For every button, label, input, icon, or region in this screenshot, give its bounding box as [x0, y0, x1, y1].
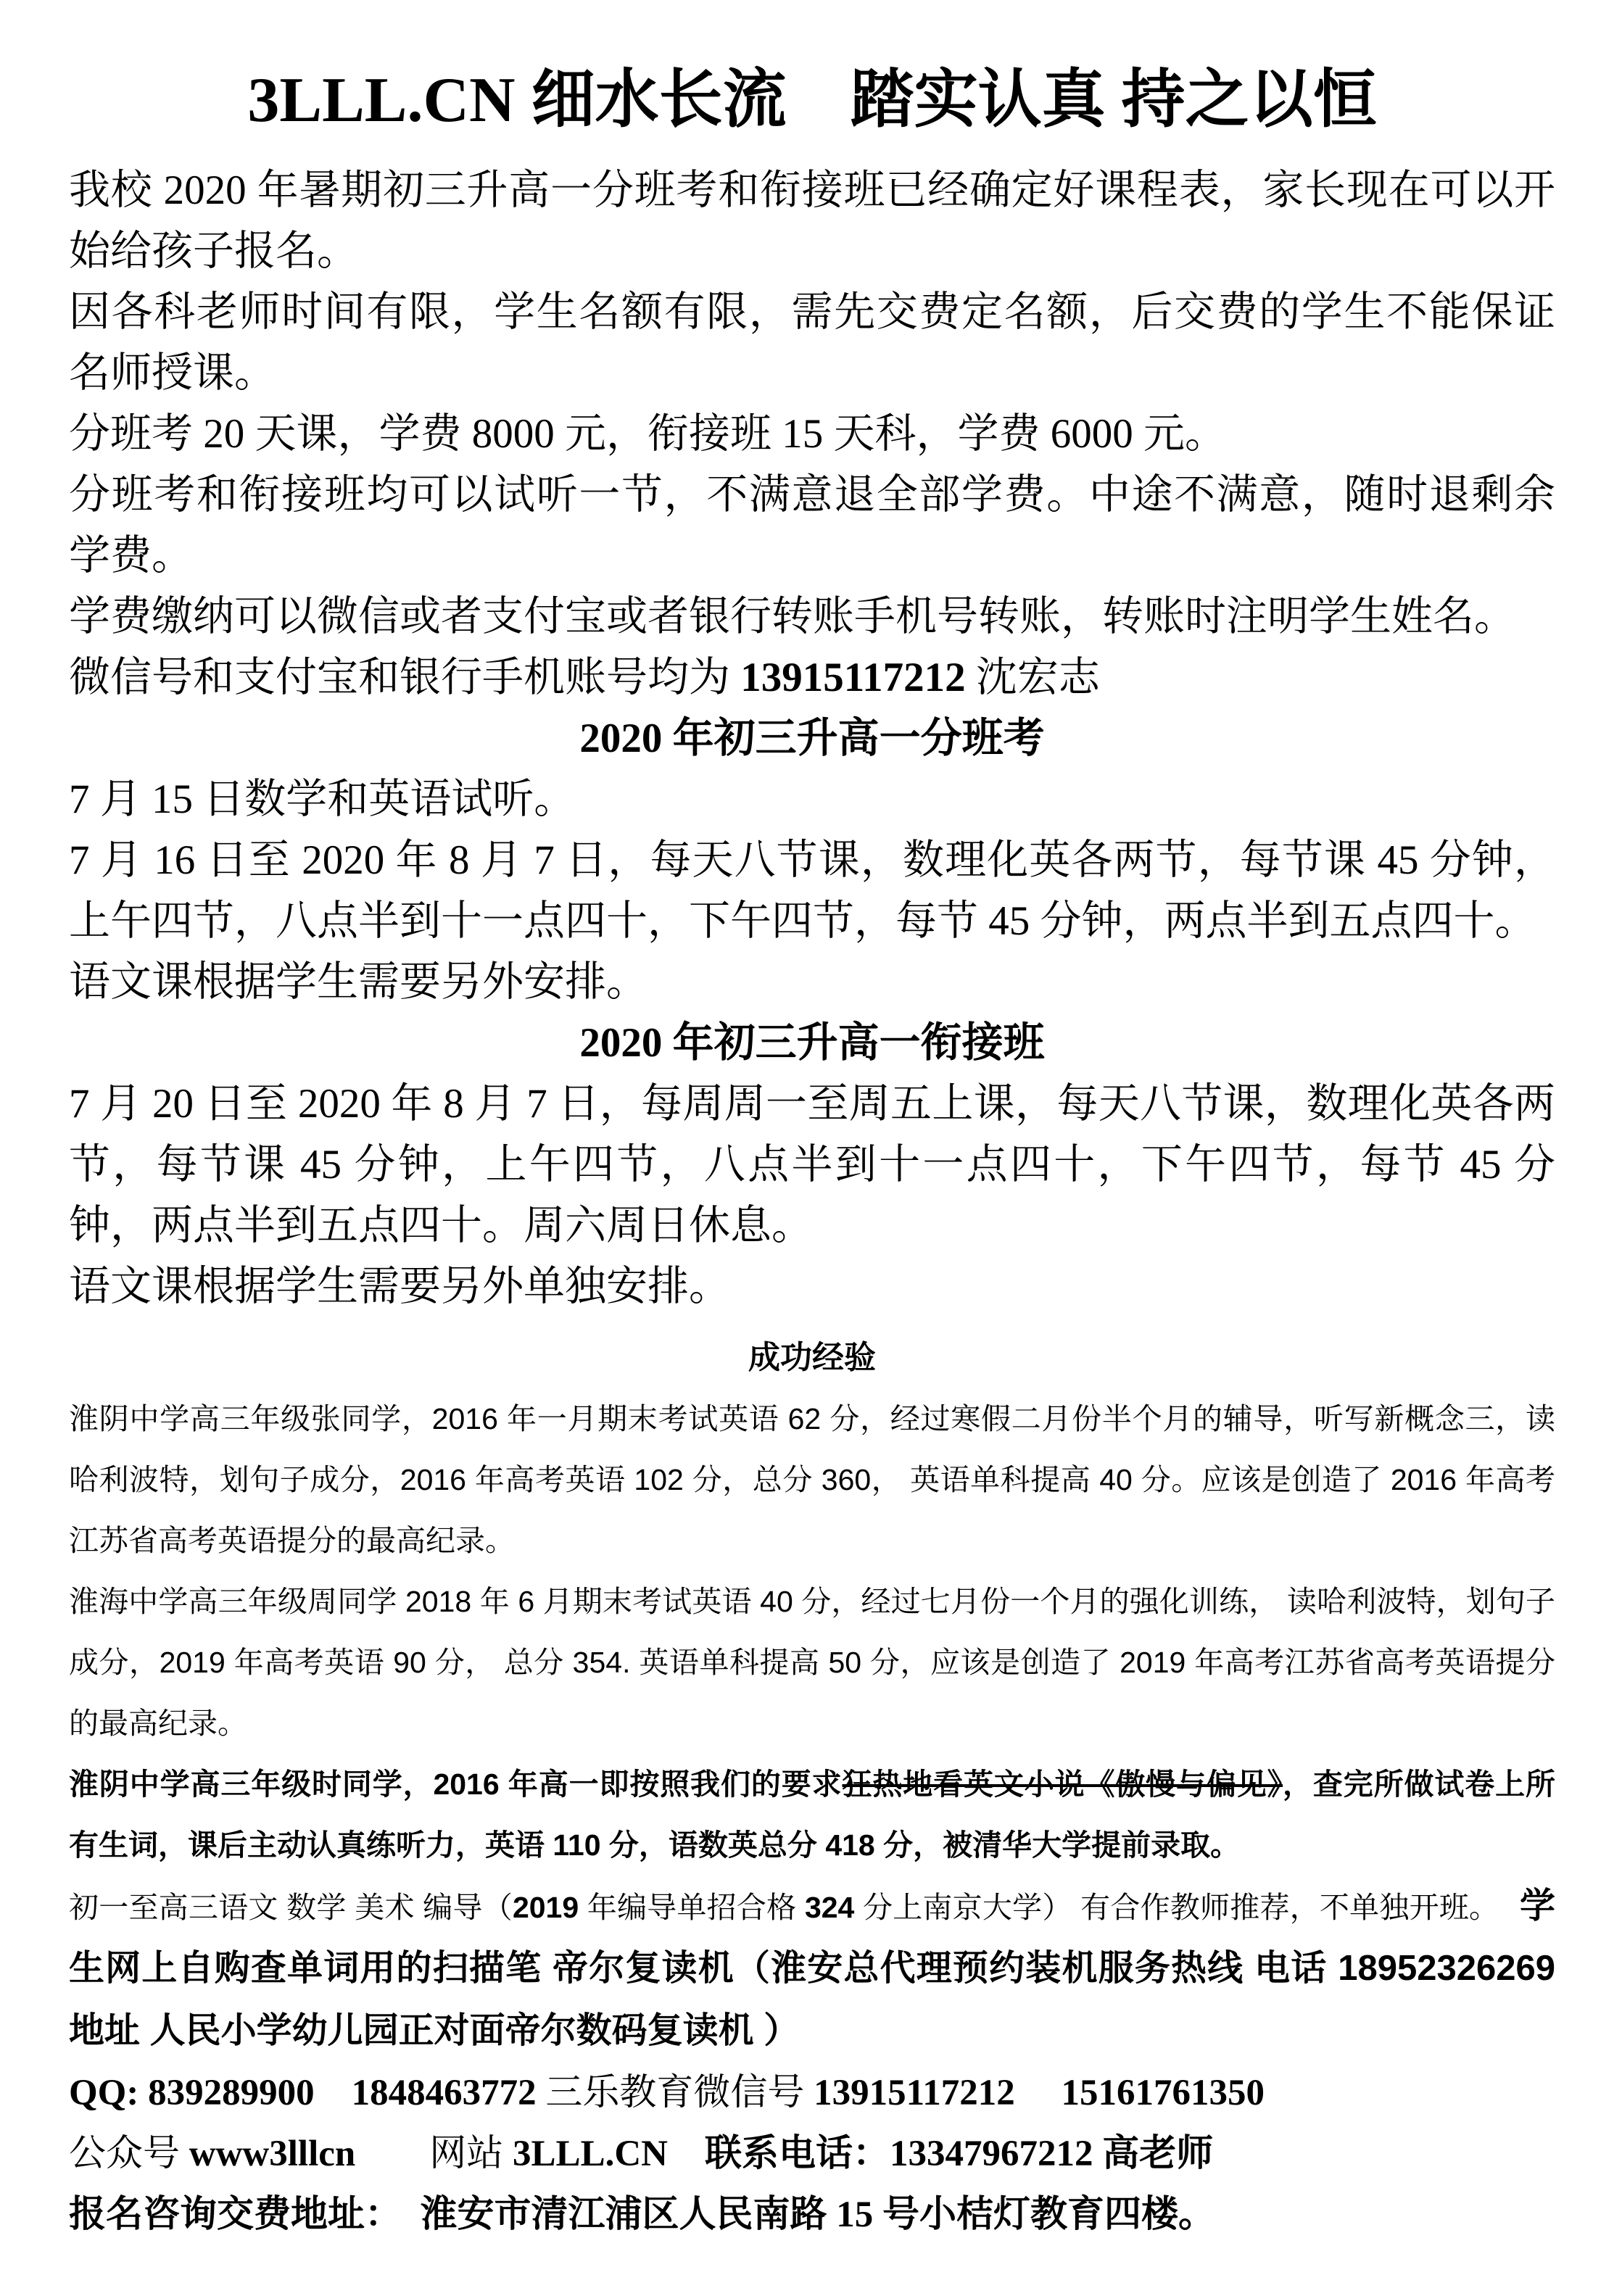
- intro-paragraph-payment-methods: 学费缴纳可以微信或者支付宝或者银行转账手机号转账，转账时注明学生姓名。: [69, 593, 1515, 639]
- bridging-class-schedule-line: 7 月 20 日至 2020 年 8 月 7 日，每周周一至周五上课，每天八节课，数理化英各两节，每节课 45 分钟，上午四节，八点半到十一点四十，下午四节，每节 45 分钟，两点半到五点四十。周六周日休息。: [69, 1080, 1555, 1248]
- address-line: [69, 2184, 1555, 2245]
- wechat-numbers: 13915117212 15161761350: [814, 2072, 1265, 2113]
- payment-account-prefix: 微信号和支付宝和银行手机账号均为: [69, 654, 741, 700]
- success-story-1: 淮阴中学高三年级张同学，2016 年一月期末考试英语 62 分，经过寒假二月份半个月的辅导，听写新概念三，读哈利波特，划句子成分，2016 年高考英语 102 分，总分 360， 英语单科提高 40 分。应该是创造了 2016 年高考江苏省高考英语提分的最高纪录。: [69, 1401, 1555, 1557]
- success-stories-heading: 成功经验: [748, 1339, 876, 1375]
- payment-account-line: [69, 647, 1555, 708]
- other-courses-year: 2019: [512, 1890, 579, 1924]
- success-story-3-pre: 淮阴中学高三年级时同学，2016 年高一即按照我们的要求: [69, 1767, 843, 1801]
- bridging-class-chinese-note: 语文课根据学生需要另外单独安排。: [69, 1263, 730, 1309]
- other-courses-text-1: 初一至高三语文 数学 美术 编导（: [69, 1890, 513, 1924]
- placement-exam-chinese-note: 语文课根据学生需要另外安排。: [69, 958, 647, 1005]
- strikethrough-text: 狂热地看英文小说《傲慢与偏见》: [842, 1767, 1283, 1801]
- placement-exam-schedule-line: 7 月 16 日至 2020 年 8 月 7 日，每天八节课，数理化英各两节，每节课 45 分钟，上午四节，八点半到十一点四十，下午四节，每节 45 分钟，两点半到五点四十。: [69, 837, 1555, 944]
- bridging-class-heading: 2020 年初三升高一衔接班: [579, 1019, 1045, 1066]
- intro-paragraph-refund: 分班考和衔接班均可以试听一节，不满意退全部学费。中途不满意，随时退剩余学费。: [69, 471, 1555, 579]
- placement-exam-heading: 2020 年初三升高一分班考: [579, 715, 1045, 761]
- public-account-label: 公众号: [69, 2133, 189, 2174]
- intro-paragraph-tuition: 分班考 20 天课，学费 8000 元，衔接班 15 天科，学费 6000 元。: [69, 410, 1226, 457]
- intro-paragraph-quota: 因各科老师时间有限，学生名额有限，需先交费定名额，后交费的学生不能保证名师授课。: [69, 289, 1555, 396]
- address-label: 报名咨询交费地址：: [69, 2194, 384, 2235]
- phone-line: 联系电话：13347967212 高老师: [668, 2133, 1214, 2174]
- other-courses-paragraph: [69, 1876, 1555, 2063]
- public-account-value: www3lllcn: [189, 2133, 356, 2174]
- website-value: 3LLL.CN: [513, 2133, 668, 2174]
- success-story-2: 淮海中学高三年级周同学 2018 年 6 月期末考试英语 40 分，经过七月份一个月的强化训练， 读哈利波特，划句子成分，2019 年高考英语 90 分， 总分 354. 英语单科提高 50 分，应该是创造了 2019 年高考江苏省高考英语提分的最高纪录。: [69, 1584, 1555, 1740]
- page-title: 3LLL.CN 细水长流 踏实认真 持之以恒: [247, 65, 1377, 136]
- other-courses-text-2: 年编导单招合格: [579, 1890, 805, 1924]
- payment-account-holder: 沈宏志: [965, 654, 1100, 700]
- wechat-label: 三乐教育微信号: [536, 2072, 814, 2113]
- other-courses-text-3: 分上南京大学） 有合作教师推荐，不单独开班。: [854, 1890, 1484, 1924]
- placement-exam-trial-line: 7 月 15 日数学和英语试听。: [69, 776, 576, 822]
- success-story-3: [69, 1754, 1555, 1876]
- qq-contact-line: [69, 2063, 1555, 2123]
- other-courses-score: 324: [804, 1890, 855, 1924]
- payment-account-number: 13915117212: [740, 654, 966, 700]
- web-contact-line: [69, 2123, 1555, 2184]
- intro-paragraph-enrollment: 我校 2020 年暑期初三升高一分班考和衔接班已经确定好课程表，家长现在可以开始给孩子报名。: [69, 167, 1555, 274]
- qq-numbers: QQ: 839289900 1848463772: [69, 2072, 537, 2113]
- scanner-pen-promo: 学生网上自购查单词用的扫描笔 帝尔复读机（淮安总代理预约装机服务热线 电话 18952326269 地址 人民小学幼儿园正对面帝尔数码复读机 ）: [69, 1886, 1555, 2050]
- address-value: 淮安市清江浦区人民南路 15 号小桔灯教育四楼。: [383, 2194, 1216, 2235]
- website-label: 网站: [355, 2133, 513, 2174]
- success-story-3-post: ，查完所做试卷上所有生词，课后主动认真练听力，英语 110 分，语数英总分 418 分，被清华大学提前录取。: [69, 1767, 1556, 1862]
